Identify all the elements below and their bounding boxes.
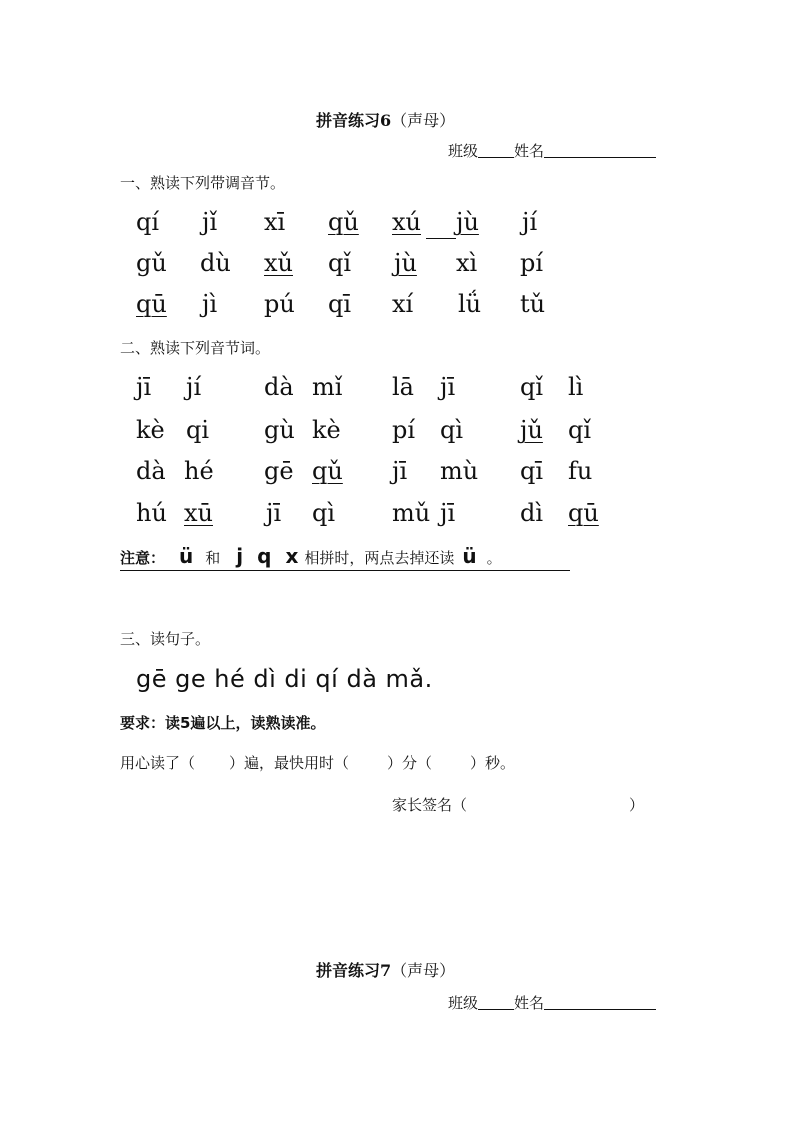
syllable: jí bbox=[522, 208, 538, 236]
note-rest: 相拼时，两点去掉还读 bbox=[304, 549, 455, 567]
class-field-7[interactable] bbox=[478, 993, 514, 1010]
class-label: 班级 bbox=[448, 142, 479, 160]
syllable: xī bbox=[264, 208, 286, 236]
name-label: 姓名 bbox=[514, 142, 545, 160]
syllable: jǐ bbox=[202, 208, 218, 236]
word-syllable-underlined: jǔ bbox=[520, 416, 543, 444]
reading-record-line bbox=[120, 752, 515, 773]
syllable-underlined: jù bbox=[394, 249, 417, 277]
word-syllable: hú bbox=[136, 499, 167, 527]
requirement: 要求：读5遍以上，读熟读准。 bbox=[120, 714, 326, 732]
word-syllable: mǔ bbox=[392, 499, 431, 527]
syllable-underlined: xǔ bbox=[264, 249, 293, 277]
word-syllable: jī bbox=[440, 373, 456, 401]
word-syllable: dì bbox=[520, 499, 544, 527]
syllable: lǘ bbox=[458, 290, 482, 318]
record-part-2: ）遍，最快用时（ bbox=[229, 754, 350, 772]
word-syllable: jí bbox=[186, 373, 202, 401]
word-syllable: hé bbox=[184, 457, 214, 485]
note-q: q bbox=[257, 544, 272, 568]
note-x: x bbox=[285, 544, 299, 568]
word-syllable: jī bbox=[136, 373, 152, 401]
syllable: xì bbox=[456, 249, 478, 277]
word-syllable: mǐ bbox=[312, 373, 343, 401]
syllable-underlined: xú bbox=[392, 208, 421, 236]
word-syllable: qǐ bbox=[568, 416, 592, 444]
word-syllable: lā bbox=[392, 373, 414, 401]
word-syllable-underlined: xū bbox=[184, 499, 213, 527]
syllable: pú bbox=[264, 290, 295, 318]
page-title bbox=[316, 108, 455, 131]
note-end: 。 bbox=[486, 549, 502, 567]
word-syllable: qi bbox=[186, 416, 210, 444]
word-syllable: kè bbox=[312, 416, 341, 444]
word-syllable: jī bbox=[392, 457, 408, 485]
page-title-7 bbox=[316, 958, 455, 981]
word-syllable: fu bbox=[568, 457, 593, 485]
word-syllable: gē bbox=[264, 457, 294, 485]
class-name-line bbox=[448, 140, 656, 161]
parent-sign-close: ） bbox=[629, 796, 645, 814]
word-syllable: jī bbox=[440, 499, 456, 527]
syllable-underlined: qǔ bbox=[328, 208, 359, 236]
word-syllable: qī bbox=[520, 457, 544, 485]
note-j: j bbox=[236, 544, 244, 568]
word-syllable: gù bbox=[264, 416, 295, 444]
syllable-underlined: jù bbox=[456, 208, 479, 236]
record-part-1: 用心读了（ bbox=[120, 754, 196, 772]
word-syllable-underlined: qū bbox=[568, 499, 599, 527]
note-he: 和 bbox=[205, 549, 221, 567]
syllable: pí bbox=[520, 249, 544, 277]
word-syllable: qì bbox=[440, 416, 464, 444]
name-field-7[interactable] bbox=[544, 993, 656, 1010]
title-main-7: 拼音练习7 bbox=[316, 961, 392, 980]
syllable-underlined: qū bbox=[136, 290, 167, 318]
syllable: xí bbox=[392, 290, 414, 318]
note-label: 注意： bbox=[120, 549, 166, 567]
word-syllable: dà bbox=[136, 457, 166, 485]
record-part-3: ）分（ bbox=[387, 754, 433, 772]
reading-sentence: gē ge hé dì di qí dà mǎ. bbox=[136, 665, 433, 693]
word-syllable: qì bbox=[312, 499, 336, 527]
parent-sign-label: 家长签名（ bbox=[392, 796, 468, 814]
note-line bbox=[120, 544, 570, 571]
section-2-heading: 二、熟读下列音节词。 bbox=[120, 339, 271, 357]
word-syllable: dà bbox=[264, 373, 294, 401]
word-syllable: qǐ bbox=[520, 373, 544, 401]
note-u2: ü bbox=[462, 544, 477, 568]
parent-signature-line bbox=[392, 794, 644, 815]
class-label-7: 班级 bbox=[448, 994, 479, 1012]
title-main: 拼音练习6 bbox=[316, 111, 392, 130]
syllable: gǔ bbox=[136, 249, 167, 277]
syllable: dù bbox=[200, 249, 231, 277]
underline-connector bbox=[426, 238, 456, 239]
syllable: jì bbox=[202, 290, 218, 318]
syllable: tǔ bbox=[520, 290, 546, 318]
class-name-line-7 bbox=[448, 992, 656, 1013]
note-u: ü bbox=[179, 544, 194, 568]
syllable: qǐ bbox=[328, 249, 352, 277]
word-syllable: kè bbox=[136, 416, 165, 444]
word-syllable: pí bbox=[392, 416, 416, 444]
title-paren: （声母） bbox=[391, 111, 456, 130]
section-3-heading: 三、读句子。 bbox=[120, 630, 211, 648]
word-syllable: jī bbox=[266, 499, 282, 527]
syllable: qí bbox=[136, 208, 160, 236]
record-part-4: ）秒。 bbox=[470, 754, 516, 772]
name-field[interactable] bbox=[544, 141, 656, 158]
section-1-heading: 一、熟读下列带调音节。 bbox=[120, 174, 286, 192]
title-paren-7: （声母） bbox=[391, 961, 456, 980]
word-syllable: mù bbox=[440, 457, 479, 485]
word-syllable: lì bbox=[568, 373, 584, 401]
class-field[interactable] bbox=[478, 141, 514, 158]
name-label-7: 姓名 bbox=[514, 994, 545, 1012]
word-syllable-underlined: qǔ bbox=[312, 457, 343, 485]
syllable: qī bbox=[328, 290, 352, 318]
